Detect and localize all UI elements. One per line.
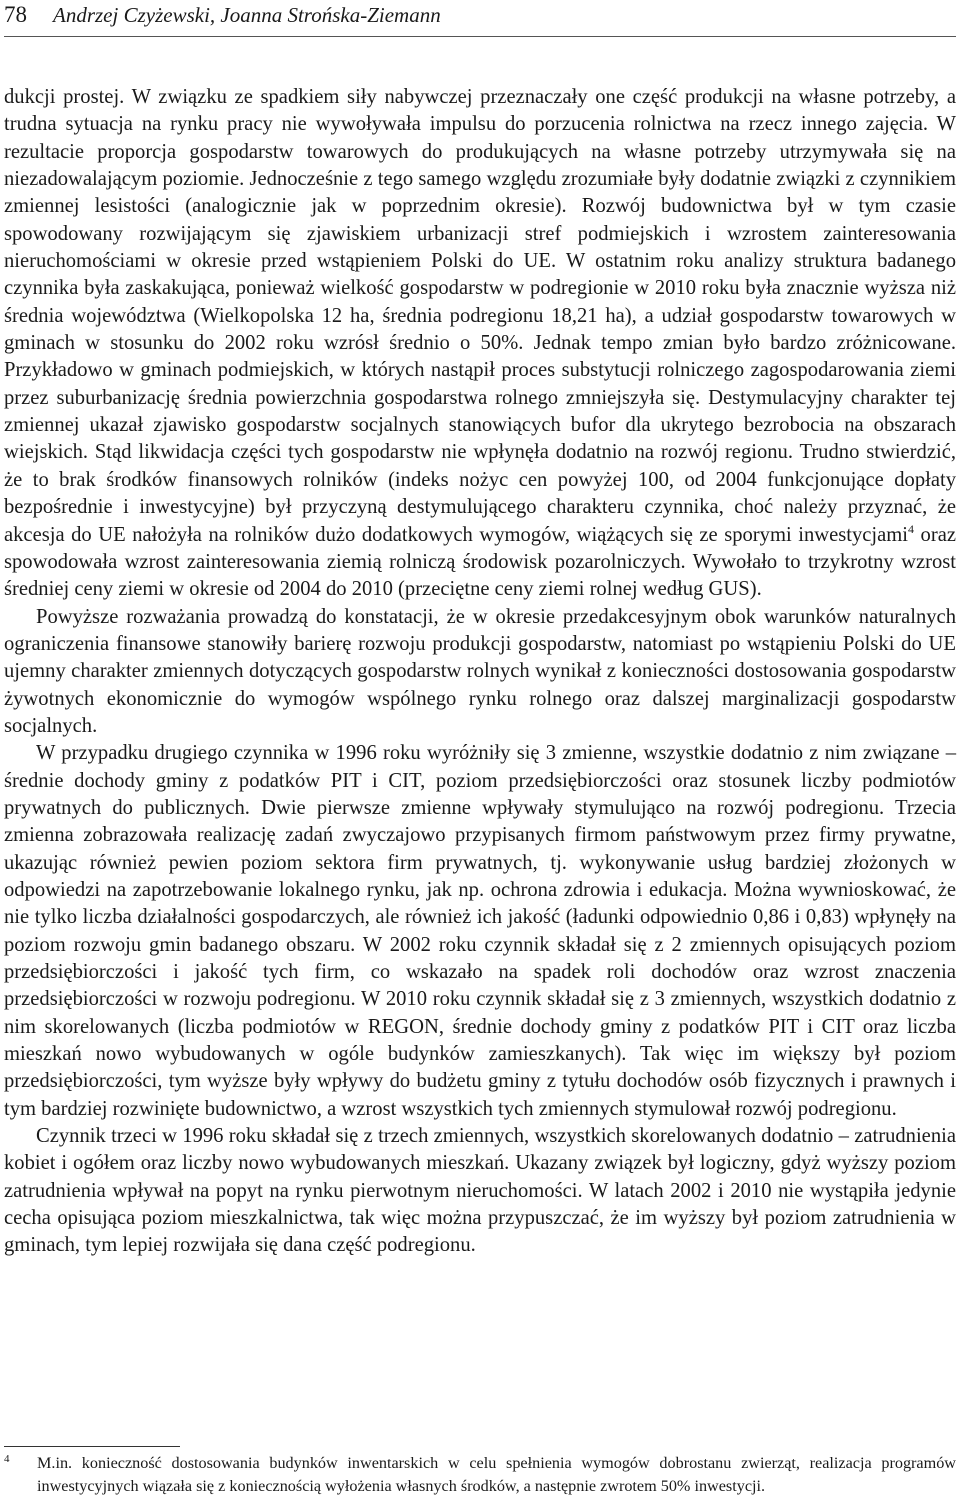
paragraph-2: Powyższe rozważania prowadzą do konstatacji, że w okresie przedakcesyjnym obok warunków naturalnych ograniczenia finansowe stanowiły barierę rozwoju produkcji gospodarstw, natomiast po wstąpieniu Polski do UE ujemny charakter zmiennych dotyczących gospodarstw rolnych wynikał z konieczności dostosowania gospodarstw żywotnych ekonomicznie do wymogów wspólnego rynku rolnego oraz dalszej marginalizacji gospodarstw socjalnych. [4, 605, 956, 737]
page-number: 78 [4, 2, 27, 27]
paragraph-1 [4, 84, 956, 604]
running-header [4, 0, 956, 37]
paragraph-3: W przypadku drugiego czynnika w 1996 roku wyróżniły się 3 zmienne, wszystkie dodatnio z nim związane – średnie dochody gminy z podatków PIT i CIT, poziom przedsiębiorczości oraz stosunek liczby podmiotów prywatnych do publicznych. Dwie pierwsze zmienne wpływały stymulująco na rozwój podregionu. Trzecia zmienna zobrazowała realizację zadań zwyczajowo przypisanych firmom państwowym przez firmy prywatne, ukazując również pewien poziom sektora firm prywatnych, tj. wykonywanie usług bardziej złożonych w odpowiedzi na zapotrzebowanie lokalnego rynku, jak np. ochrona zdrowia i edukacja. Można wywnioskować, że nie tylko liczba działalności gospodarczych, ale również ich jakość (ładunki odpowiednio 0,86 i 0,83) wpłynęły na poziom rozwoju gmin badanego obszaru. W 2002 roku czynnik składał się z 2 zmiennych opisujących poziom przedsiębiorczości i jakość tych firm, co wskazało na spadek roli dochodów oraz wzrost znaczenia przedsiębiorczości w rozwoju podregionu. W 2010 roku czynnik składał się z 3 zmiennych, wszystkich dodatnio z nim skorelowanych (liczba podmiotów w REGON, średnie dochody gminy z podatków PIT i CIT oraz liczba mieszkań nowo wybudowanych w ogóle budynków zamieszkanych). Tak więc im większy był poziom przedsiębiorczości, tym wyższe były wpływy do budżetu gminy z tytułu dochodów osób fizycznych i prawnych i tym bardziej rozwinięte budownictwo, a wzrost wszystkich tych zmiennych stymulował rozwój podregionu. [4, 742, 956, 1120]
footnote-mark: 4 [4, 1453, 10, 1465]
paragraph-1-text: dukcji prostej. W związku ze spadkiem siły nabywczej przeznaczały one część produkcji na własne potrzeby, a trudna sytuacja na rynku pracy nie wywoływała impulsu do porzucenia rolnictwa na rzecz innego zajęcia. W rezultacie proporcja gospodarstw towarowych do produkujących na własne potrzeby utrzymywała się na niezadowalającym poziomie. Jednocześnie z tego samego względu zrozumiałe były dodatnie związki z czynnikiem zmiennej lesistości (analogicznie jak w poprzednim okresie). Rozwój budownictwa był w tym czasie spowodowany rozwijającym się zjawiskiem urbanizacji stref podmiejskich i wzrostem zainteresowania nieruchomościami w okresie przed wstąpieniem Polski do UE. W ostatnim roku analizy struktura badanego czynnika była zaskakująca, ponieważ wielkość gospodarstw w podregionie w 2010 roku była znacznie wyższa niż średnia województwa (Wielkopolska 12 ha, średnia podregionu 18,21 ha), a udział gospodarstw towarowych w gminach w stosunku do 2002 roku wzrósł średnio o 50%. Jednak tempo zmian było bardzo zróżnicowane. Przykładowo w gminach podmiejskich, w których nastąpił proces substytucji rolniczego zagospodarowania ziemi przez suburbanizację średnia powierzchnia gospodarstwa rolnego zmniejszyła się. Destymulacyjny charakter tej zmiennej ukazał zjawisko gospodarstw socjalnych stanowiących bufor dla ukrytego bezrobocia na obszarach wiejskich. Stąd likwidacja części tych gospodarstw nie wpłynęła dodatnio na rozwój regionu. Trudno stwierdzić, że to brak środków finansowych rolników (indeks nożyc cen powyżej 100, od 2004 funkcjonujące dopłaty bezpośrednie i inwestycyjne) był przyczyną destymulującego charakteru czynnika, choć należy przyznać, że akcesja do UE nałożyła na rolników dużo dodatkowych wymogów, wiążących się ze sporymi inwestycjami [4, 86, 956, 546]
body-text [4, 84, 956, 1260]
running-head-authors: Andrzej Czyżewski, Joanna Strońska-Ziemann [53, 3, 441, 27]
paragraph-1-continuation: oraz spowodowała wzrost zainteresowania ziemią rolniczą środowisk pozarolniczych. Wywołało to trzykrotny wzrost średniej ceny ziemi w okresie od 2004 do 2010 (przeciętne ceny ziemi rolnej według GUS). [4, 523, 956, 601]
footnote-text: M.in. konieczność dostosowania budynków inwentarskich w celu spełnienia wymogów dobrostanu zwierząt, realizacja programów inwestycyjnych wiązała się z koniecznością wyłożenia własnych środków, a następnie zwrotem 50% inwestycji. [37, 1454, 956, 1495]
footnote-reference: 4 [908, 521, 915, 536]
paragraph-4: Czynnik trzeci w 1996 roku składał się z trzech zmiennych, wszystkich skorelowanych dodatnio – zatrudnienia kobiet i ogółem oraz liczby nowo wybudowanych mieszkań. Ukazany związek był logiczny, gdyż wyższy poziom zatrudnienia wpływał na popyt na rynku pierwotnym nieruchomości. W latach 2002 i 2010 nie wystąpiła jedynie cecha opisująca poziom mieszkalnictwa, tak więc można przypuszczać, że im wyższy był poziom zatrudnienia w gminach, tym lepiej rozwijała się dana część podregionu. [4, 1125, 956, 1257]
footnote [4, 1452, 956, 1498]
footnote-separator [4, 1446, 180, 1447]
